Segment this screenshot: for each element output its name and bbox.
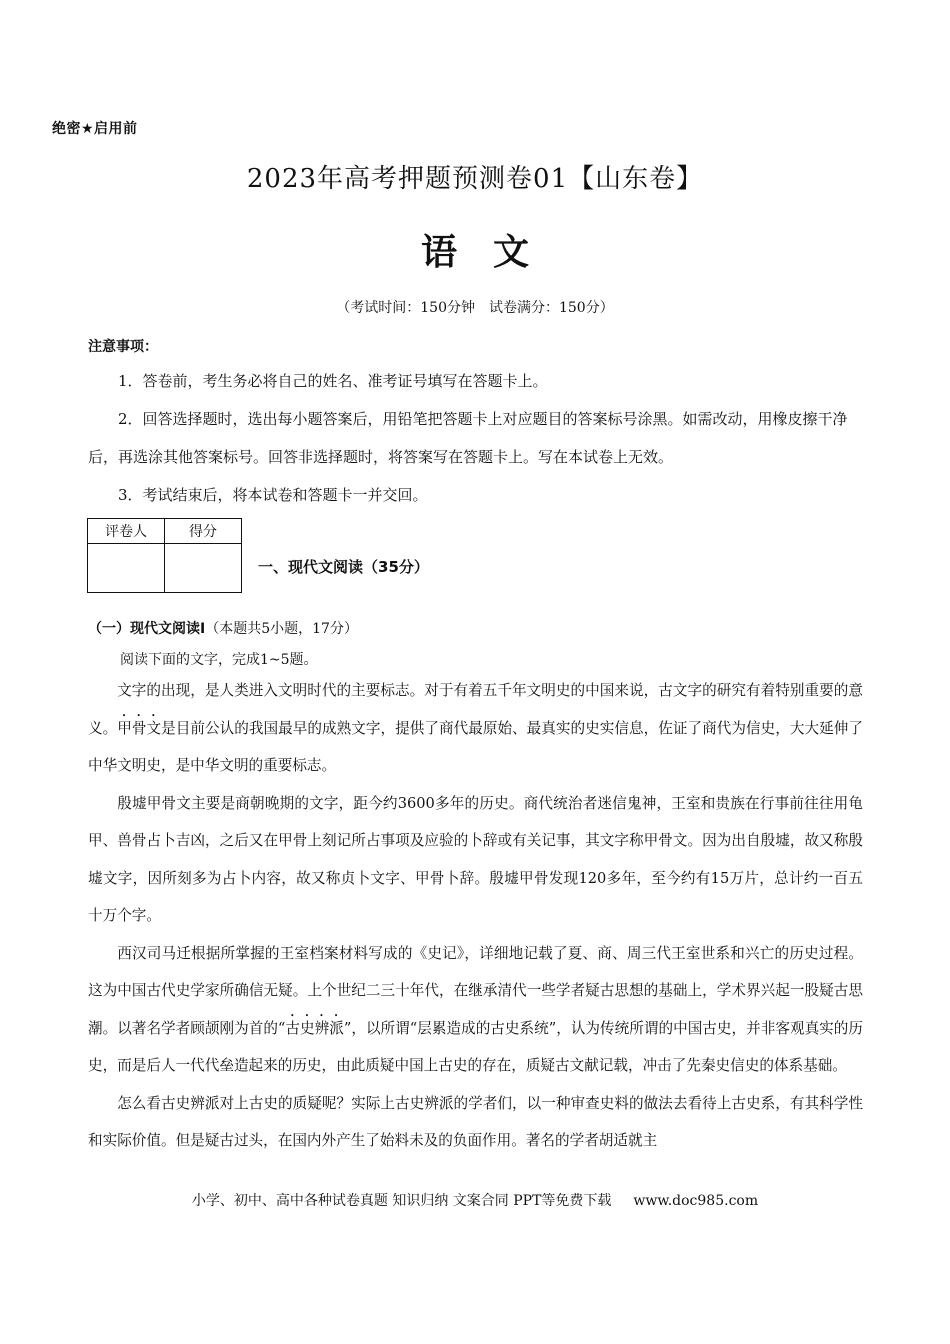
subsection-detail: （本题共5小题，17分） [205,621,358,637]
reading-passage [88,672,863,1160]
passage-paragraph-2: 殷墟甲骨文主要是商朝晚期的文字，距今约3600多年的历史。商代统治者迷信鬼神，王室和贵族在行事前往往用龟甲、兽骨占卜吉凶，之后又在甲骨上刻记所占事项及应验的卜辞或有关记事，其文字称甲骨文。因为出自殷墟，故又称殷墟文字，因所刻多为占卜内容，故又称贞卜文字、甲骨卜辞。殷墟甲骨发现120多年，至今约有15万片，总计约一百五十万个字。 [88,794,863,924]
passage-paragraph-4: 怎么看古史辨派对上古史的质疑呢？实际上古史辨派的学者们，以一种审查史料的做法去看待上古史系，有其科学性和实际价值。但是疑古过头，在国内外产生了始料未及的负面作用。著名的学者胡适就主 [88,1094,863,1149]
footer-site-link[interactable]: www.doc985.com [633,1193,759,1209]
note-item-1: 1．答卷前，考生务必将自己的姓名、准考证号填写在答题卡上。 [118,372,548,390]
passage-paragraph-3: 西汉司马迁根据所掌握的王室档案材料写成的《史记》，详细地记载了夏、商、周三代王室世系和兴亡的历史过程。这为中国古代史学家所确信无疑。上个世纪二三十年代，在继承清代一些学者疑古思想的基础上，学术界兴起一股疑古思潮。以著名学者顾颉刚为首的“古史辨派”，以所谓“层累造成的古史系统”，认为传统所谓的中国古史，并非客观真实的历史，而是后人一代代垒造起来的历史，由此质疑中国上古史的存在，质疑古文献记载，冲击了先秦史信史的体系基础。 [88,944,863,1074]
section-title: 一、现代文阅读（35分） [258,558,429,576]
grader-header: 评卷人 [88,519,165,544]
score-header: 得分 [165,519,242,544]
subject-title: 语文 [420,231,565,273]
subsection-label: （一）现代文阅读Ⅰ [88,621,206,637]
emphasized-term: 古史辨派 [285,1019,344,1037]
note-item-3: 3．考试结束后，将本试卷和答题卡一并交回。 [118,486,428,504]
emphasized-term: 甲骨文 [117,719,162,737]
score-table [87,518,242,593]
passage-paragraph-1: 文字的出现，是人类进入文明时代的主要标志。对于有着五千年文明史的中国来说，古文字的研究有着特别重要的意义。甲骨文是目前公认的我国最早的成熟文字，提供了商代最原始、最真实的史实信息，佐证了商代为信史，大大延伸了中华文明史，是中华文明的重要标志。 [88,682,863,774]
exam-title: 2023年高考押题预测卷01【山东卷】 [246,164,704,194]
reading-instruction: 阅读下面的文字，完成1~5题。 [120,652,318,668]
footer-text: 小学、初中、高中各种试卷真题 知识归纳 文案合同 PPT等免费下载 [191,1193,612,1209]
notes-title: 注意事项： [88,339,158,355]
grader-cell [88,544,165,593]
note-item-2: 2．回答选择题时，选出每小题答案后，用铅笔把答题卡上对应题目的答案标号涂黑。如需改动，用橡皮擦干净后，再选涂其他答案标号。回答非选择题时，将答案写在答题卡上。写在本试卷上无效。 [88,410,848,466]
confidential-label: 绝密★启用前 [52,121,138,137]
exam-info: （考试时间：150分钟 试卷满分：150分） [336,300,614,316]
page-footer [0,1190,950,1210]
score-cell [165,544,242,593]
subsection-title [88,618,358,638]
